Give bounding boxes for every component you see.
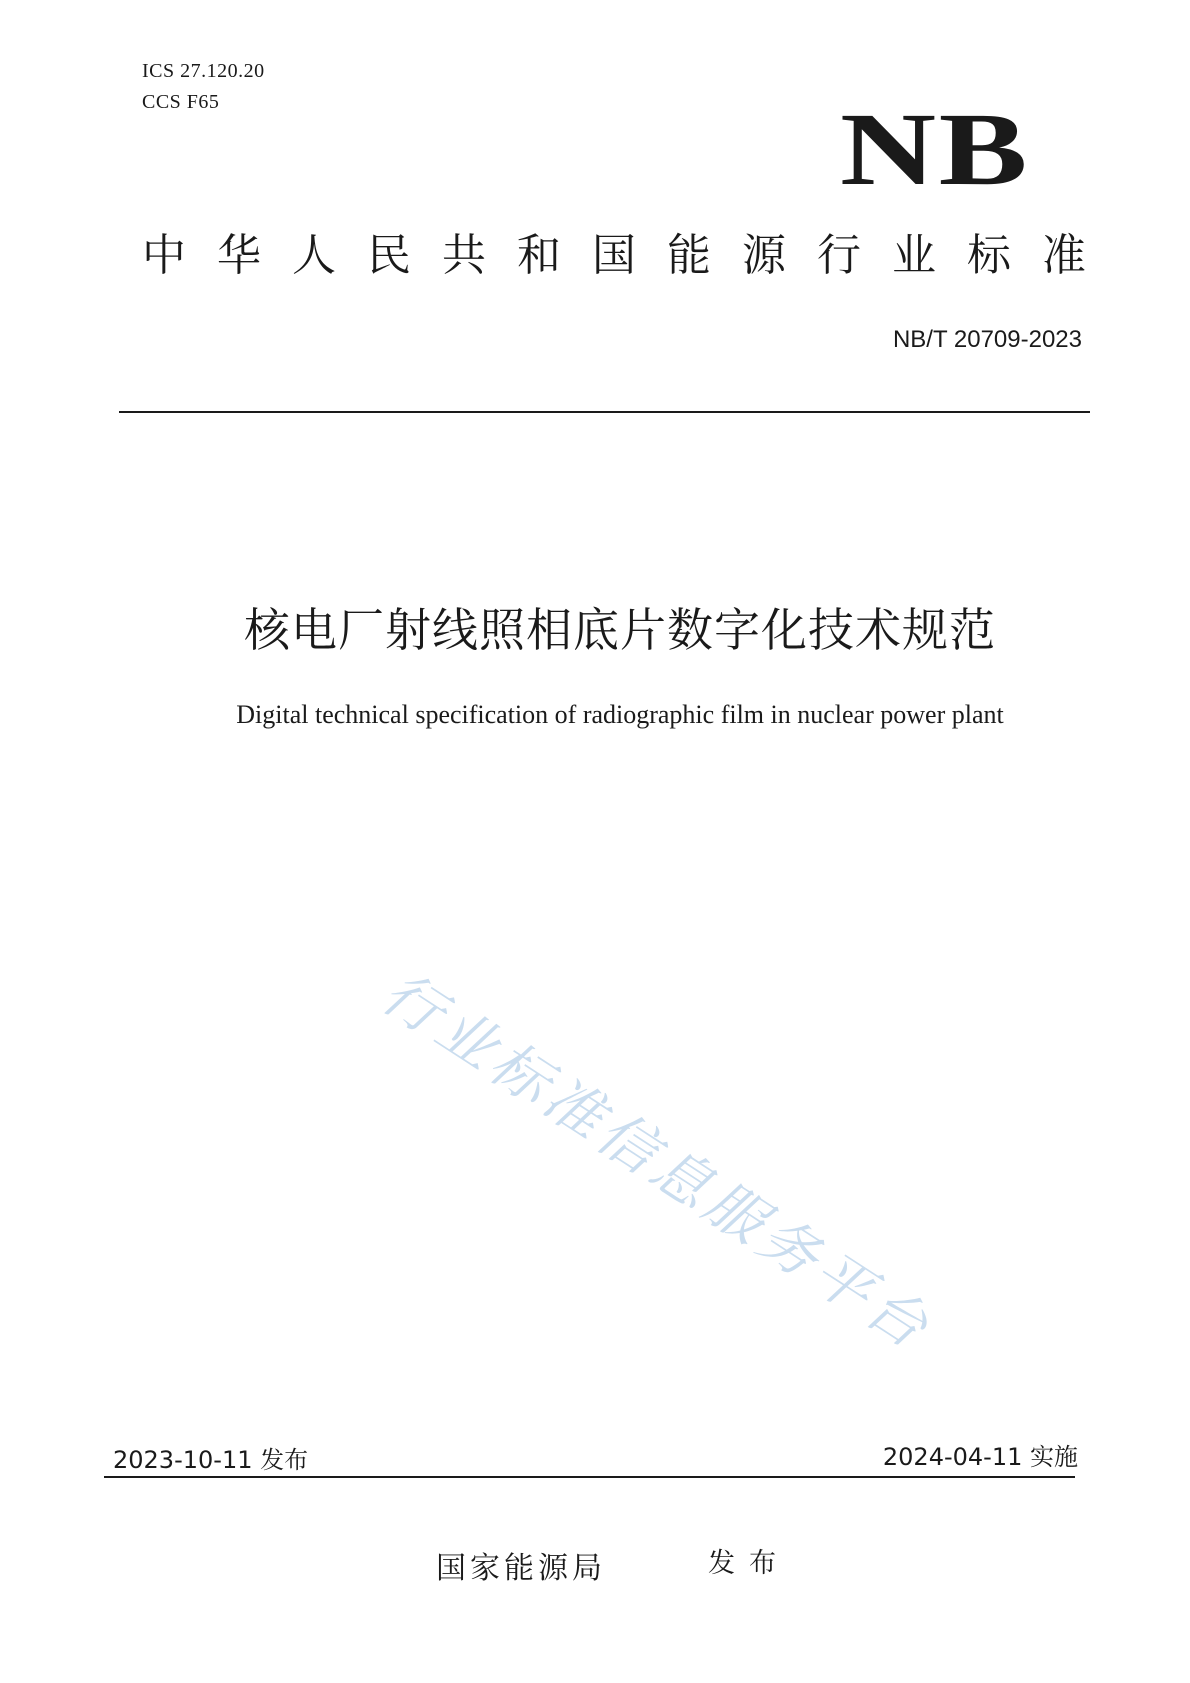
top-divider xyxy=(119,411,1090,413)
nb-logo: NB xyxy=(839,92,1031,207)
ccs-code: CCS F65 xyxy=(142,91,220,113)
implementation-date: 2024-04-11 实施 xyxy=(882,1443,1078,1471)
publish-label: 发布 xyxy=(708,1548,790,1579)
document-title-english: Digital technical specification of radiographic film in nuclear power plant xyxy=(236,700,1004,729)
publisher-name: 国家能源局 xyxy=(436,1551,606,1586)
document-title-chinese: 核电厂射线照相底片数字化技术规范 xyxy=(244,603,996,657)
ics-code: ICS 27.120.20 xyxy=(142,60,265,82)
issue-date: 2023-10-11 发布 xyxy=(113,1446,309,1474)
bottom-divider xyxy=(104,1476,1075,1478)
watermark: 行业标准信息服务平台 xyxy=(370,958,945,1364)
standard-number: NB/T 20709-2023 xyxy=(892,326,1082,353)
standard-category-title: 中华人民共和国能源行业标准 xyxy=(142,230,1117,281)
